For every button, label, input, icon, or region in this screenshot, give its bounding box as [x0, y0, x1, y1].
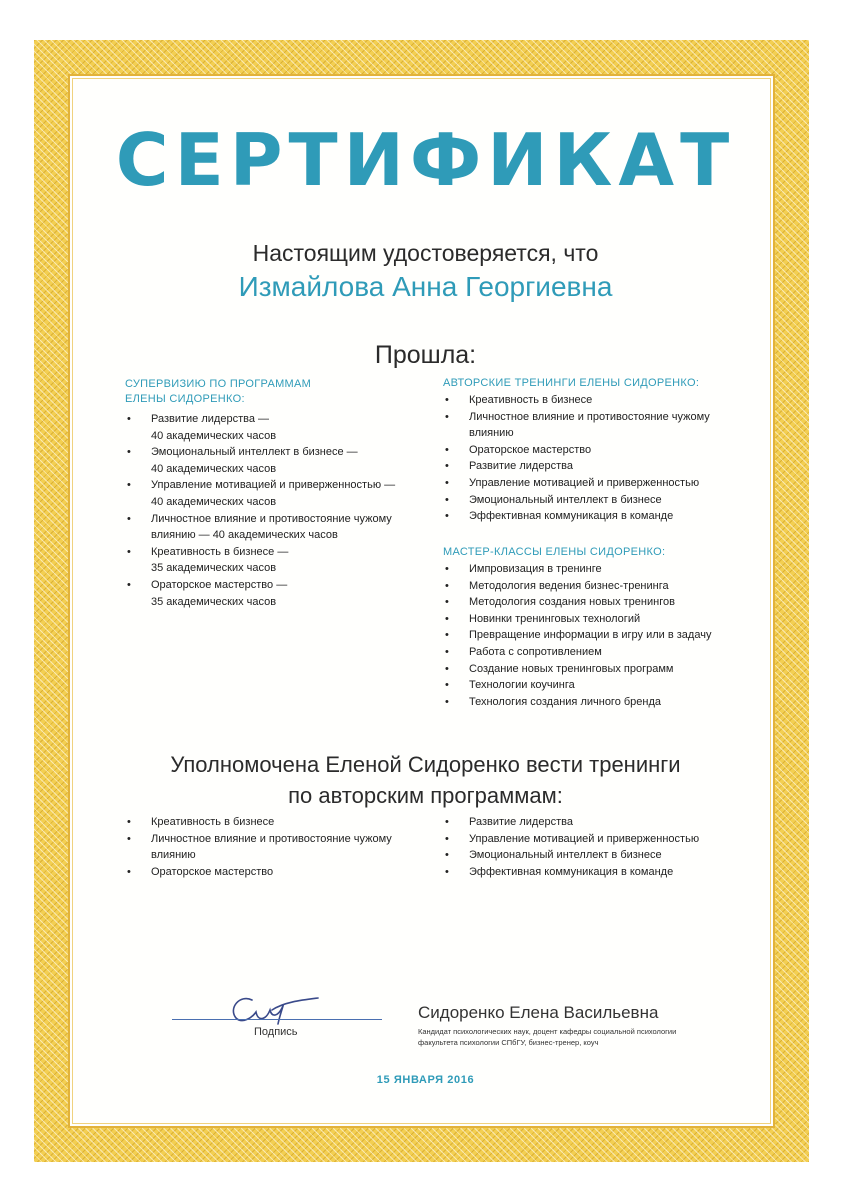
- supervision-heading-line1: СУПЕРВИЗИЮ ПО ПРОГРАММАМ: [125, 378, 312, 390]
- authorization-heading-line2: по авторским программам:: [288, 783, 563, 808]
- list-item: • Креативность в бизнесе: [127, 814, 417, 831]
- list-item: • Управление мотивацией и приверженностью — 40 академических часов: [127, 477, 417, 510]
- list-item: • Работа с сопротивлением: [445, 644, 735, 661]
- list-item: • Импровизация в тренинге: [445, 561, 735, 578]
- master-classes-list: [445, 561, 735, 710]
- supervision-list: [127, 411, 417, 610]
- list-item: • Технологии коучинга: [445, 677, 735, 694]
- list-item: • Ораторское мастерство: [445, 442, 735, 459]
- supervision-heading: [125, 377, 311, 407]
- issue-date: 15 ЯНВАРЯ 2016: [376, 1074, 475, 1086]
- list-item: • Развитие лидерства: [445, 814, 735, 831]
- supervision-heading-line2: ЕЛЕНЫ СИДОРЕНКО:: [125, 393, 245, 405]
- list-item: • Технология создания личного бренда: [445, 694, 735, 711]
- authorized-programs-right: [445, 814, 735, 880]
- completed-label: Прошла:: [374, 341, 477, 369]
- signature-label: Подпись: [254, 1026, 298, 1038]
- list-item: • Ораторское мастерство — 35 академических часов: [127, 577, 417, 610]
- list-item: • Ораторское мастерство: [127, 864, 417, 881]
- list-item: • Развитие лидерства — 40 академических часов: [127, 411, 417, 444]
- list-item: • Личностное влияние и противостояние чужому влиянию — 40 академических часов: [127, 511, 417, 544]
- list-item: • Новинки тренинговых технологий: [445, 611, 735, 628]
- signer-description: Кандидат психологических наук, доцент кафедры социальной психологии факультета психологии СПбГУ, бизнес-тренер, коуч: [418, 1027, 677, 1047]
- list-item: • Управление мотивацией и приверженностью: [445, 831, 735, 848]
- list-item: • Развитие лидерства: [445, 458, 735, 475]
- certificate-title: СЕРТИФИКАТ: [115, 118, 736, 202]
- list-item: • Эмоциональный интеллект в бизнесе: [445, 492, 735, 509]
- authorized-programs-left: [127, 814, 417, 880]
- list-item: • Превращение информации в игру или в задачу: [445, 627, 735, 644]
- list-item: • Креативность в бизнесе — 35 академических часов: [127, 544, 417, 577]
- list-item: • Эффективная коммуникация в команде: [445, 864, 735, 881]
- list-item: • Личностное влияние и противостояние чужому влиянию: [127, 831, 417, 864]
- list-item: • Методология ведения бизнес-тренинга: [445, 578, 735, 595]
- author-trainings-list: [445, 392, 735, 525]
- list-item: • Креативность в бизнесе: [445, 392, 735, 409]
- list-item: • Управление мотивацией и приверженностью: [445, 475, 735, 492]
- list-item: • Личностное влияние и противостояние чужому влиянию: [445, 409, 735, 442]
- author-trainings-heading: АВТОРСКИЕ ТРЕНИНГИ ЕЛЕНЫ СИДОРЕНКО:: [443, 377, 700, 389]
- certifies-text: Настоящим удостоверяется, что: [252, 240, 599, 266]
- holder-name: Измайлова Анна Георгиевна: [238, 271, 613, 302]
- handwritten-signature: [222, 980, 332, 1030]
- authorization-heading: [0, 749, 851, 811]
- list-item: • Создание новых тренинговых программ: [445, 661, 735, 678]
- list-item: • Эмоциональный интеллект в бизнесе — 40 академических часов: [127, 444, 417, 477]
- signer-name: Сидоренко Елена Васильевна: [418, 1003, 659, 1022]
- list-item: • Эффективная коммуникация в команде: [445, 508, 735, 525]
- signature-line: [172, 1019, 382, 1020]
- list-item: • Методология создания новых тренингов: [445, 594, 735, 611]
- list-item: • Эмоциональный интеллект в бизнесе: [445, 847, 735, 864]
- authorization-heading-line1: Уполномочена Еленой Сидоренко вести тренинги: [170, 752, 681, 777]
- master-classes-heading: МАСТЕР-КЛАССЫ ЕЛЕНЫ СИДОРЕНКО:: [443, 546, 666, 558]
